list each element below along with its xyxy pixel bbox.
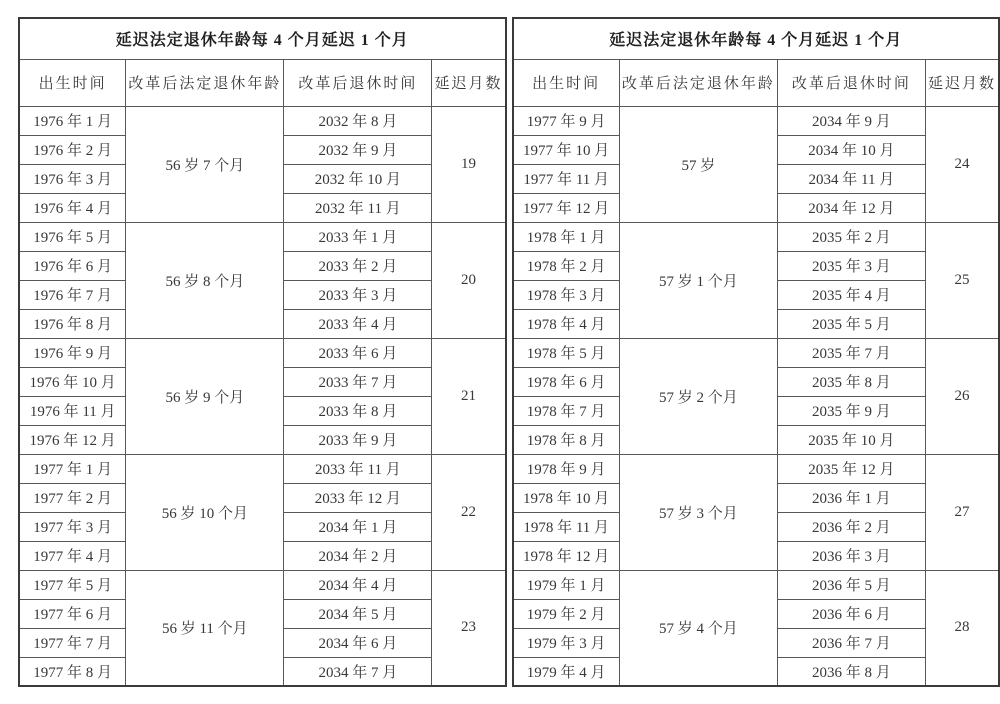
retirement-month-cell: 2033 年 11 月: [284, 454, 432, 483]
birth-month-cell: 1976 年 11 月: [19, 396, 126, 425]
birth-month-cell: 1976 年 8 月: [19, 309, 126, 338]
table-row: [513, 454, 1000, 483]
table-row: [513, 338, 1000, 367]
retirement-month-cell: 2032 年 11 月: [284, 193, 432, 222]
retirement-month-cell: 2034 年 11 月: [777, 164, 925, 193]
retirement-month-cell: 2033 年 1 月: [284, 222, 432, 251]
retirement-month-cell: 2033 年 3 月: [284, 280, 432, 309]
col-header-retirement-age: 改革后法定退休年龄: [619, 59, 777, 106]
col-header-birth-time: 出生时间: [513, 59, 620, 106]
birth-month-cell: 1977 年 3 月: [19, 512, 126, 541]
retirement-age-cell: 56 岁 8 个月: [126, 222, 284, 338]
retirement-month-cell: 2033 年 12 月: [284, 483, 432, 512]
retirement-month-cell: 2034 年 5 月: [284, 599, 432, 628]
retirement-table-left: [18, 17, 507, 687]
birth-month-cell: 1978 年 10 月: [513, 483, 620, 512]
birth-month-cell: 1979 年 3 月: [513, 628, 620, 657]
birth-month-cell: 1978 年 8 月: [513, 425, 620, 454]
retirement-month-cell: 2035 年 2 月: [777, 222, 925, 251]
birth-month-cell: 1978 年 1 月: [513, 222, 620, 251]
birth-month-cell: 1978 年 2 月: [513, 251, 620, 280]
birth-month-cell: 1978 年 3 月: [513, 280, 620, 309]
birth-month-cell: 1977 年 5 月: [19, 570, 126, 599]
retirement-month-cell: 2036 年 5 月: [777, 570, 925, 599]
retirement-month-cell: 2034 年 1 月: [284, 512, 432, 541]
retirement-age-cell: 57 岁 2 个月: [619, 338, 777, 454]
table-row: [513, 59, 1000, 106]
birth-month-cell: 1976 年 10 月: [19, 367, 126, 396]
retirement-month-cell: 2036 年 7 月: [777, 628, 925, 657]
col-header-retirement-time: 改革后退休时间: [777, 59, 925, 106]
table-row: [19, 570, 506, 599]
birth-month-cell: 1978 年 12 月: [513, 541, 620, 570]
retirement-age-cell: 57 岁 3 个月: [619, 454, 777, 570]
birth-month-cell: 1977 年 2 月: [19, 483, 126, 512]
retirement-month-cell: 2035 年 8 月: [777, 367, 925, 396]
birth-month-cell: 1979 年 2 月: [513, 599, 620, 628]
table-row: [19, 222, 506, 251]
delay-months-cell: 23: [432, 570, 506, 686]
retirement-month-cell: 2036 年 6 月: [777, 599, 925, 628]
retirement-month-cell: 2033 年 6 月: [284, 338, 432, 367]
retirement-age-cell: 57 岁 4 个月: [619, 570, 777, 686]
delay-months-cell: 28: [925, 570, 999, 686]
col-header-retirement-age: 改革后法定退休年龄: [126, 59, 284, 106]
retirement-month-cell: 2034 年 12 月: [777, 193, 925, 222]
retirement-month-cell: 2032 年 10 月: [284, 164, 432, 193]
retirement-month-cell: 2036 年 1 月: [777, 483, 925, 512]
retirement-month-cell: 2035 年 12 月: [777, 454, 925, 483]
birth-month-cell: 1978 年 9 月: [513, 454, 620, 483]
retirement-month-cell: 2033 年 4 月: [284, 309, 432, 338]
table-row: [19, 454, 506, 483]
table-row: [513, 570, 1000, 599]
birth-month-cell: 1976 年 3 月: [19, 164, 126, 193]
retirement-month-cell: 2035 年 7 月: [777, 338, 925, 367]
retirement-month-cell: 2035 年 3 月: [777, 251, 925, 280]
birth-month-cell: 1979 年 1 月: [513, 570, 620, 599]
birth-month-cell: 1977 年 1 月: [19, 454, 126, 483]
retirement-month-cell: 2034 年 10 月: [777, 135, 925, 164]
birth-month-cell: 1976 年 1 月: [19, 106, 126, 135]
delay-months-cell: 22: [432, 454, 506, 570]
table-row: [513, 18, 1000, 59]
retirement-month-cell: 2034 年 6 月: [284, 628, 432, 657]
retirement-month-cell: 2033 年 8 月: [284, 396, 432, 425]
retirement-month-cell: 2032 年 8 月: [284, 106, 432, 135]
retirement-month-cell: 2034 年 4 月: [284, 570, 432, 599]
retirement-month-cell: 2034 年 9 月: [777, 106, 925, 135]
table-title: 延迟法定退休年龄每 4 个月延迟 1 个月: [19, 18, 506, 59]
birth-month-cell: 1976 年 9 月: [19, 338, 126, 367]
birth-month-cell: 1977 年 6 月: [19, 599, 126, 628]
retirement-tables: [18, 17, 1000, 687]
delay-months-cell: 24: [925, 106, 999, 222]
delay-months-cell: 19: [432, 106, 506, 222]
birth-month-cell: 1977 年 11 月: [513, 164, 620, 193]
retirement-age-cell: 57 岁 1 个月: [619, 222, 777, 338]
table-row: [19, 338, 506, 367]
table-title: 延迟法定退休年龄每 4 个月延迟 1 个月: [513, 18, 1000, 59]
retirement-month-cell: 2036 年 8 月: [777, 657, 925, 686]
table-row: [19, 59, 506, 106]
birth-month-cell: 1976 年 4 月: [19, 193, 126, 222]
retirement-month-cell: 2034 年 2 月: [284, 541, 432, 570]
delay-months-cell: 26: [925, 338, 999, 454]
birth-month-cell: 1978 年 4 月: [513, 309, 620, 338]
birth-month-cell: 1976 年 7 月: [19, 280, 126, 309]
retirement-age-cell: 56 岁 11 个月: [126, 570, 284, 686]
birth-month-cell: 1978 年 5 月: [513, 338, 620, 367]
retirement-month-cell: 2035 年 9 月: [777, 396, 925, 425]
retirement-month-cell: 2032 年 9 月: [284, 135, 432, 164]
retirement-age-cell: 56 岁 7 个月: [126, 106, 284, 222]
birth-month-cell: 1978 年 11 月: [513, 512, 620, 541]
retirement-age-cell: 57 岁: [619, 106, 777, 222]
birth-month-cell: 1977 年 12 月: [513, 193, 620, 222]
retirement-month-cell: 2035 年 5 月: [777, 309, 925, 338]
retirement-month-cell: 2033 年 9 月: [284, 425, 432, 454]
table-row: [19, 18, 506, 59]
retirement-month-cell: 2034 年 7 月: [284, 657, 432, 686]
retirement-month-cell: 2036 年 2 月: [777, 512, 925, 541]
delay-months-cell: 21: [432, 338, 506, 454]
birth-month-cell: 1976 年 6 月: [19, 251, 126, 280]
birth-month-cell: 1978 年 6 月: [513, 367, 620, 396]
delay-months-cell: 20: [432, 222, 506, 338]
birth-month-cell: 1977 年 9 月: [513, 106, 620, 135]
birth-month-cell: 1977 年 8 月: [19, 657, 126, 686]
retirement-age-cell: 56 岁 9 个月: [126, 338, 284, 454]
col-header-birth-time: 出生时间: [19, 59, 126, 106]
birth-month-cell: 1977 年 7 月: [19, 628, 126, 657]
birth-month-cell: 1976 年 12 月: [19, 425, 126, 454]
retirement-month-cell: 2033 年 2 月: [284, 251, 432, 280]
birth-month-cell: 1976 年 5 月: [19, 222, 126, 251]
birth-month-cell: 1976 年 2 月: [19, 135, 126, 164]
table-row: [513, 106, 1000, 135]
retirement-month-cell: 2033 年 7 月: [284, 367, 432, 396]
birth-month-cell: 1979 年 4 月: [513, 657, 620, 686]
col-header-delay-months: 延迟月数: [432, 59, 506, 106]
birth-month-cell: 1977 年 10 月: [513, 135, 620, 164]
table-row: [19, 106, 506, 135]
retirement-table-right: [512, 17, 1000, 687]
retirement-month-cell: 2036 年 3 月: [777, 541, 925, 570]
retirement-age-cell: 56 岁 10 个月: [126, 454, 284, 570]
col-header-retirement-time: 改革后退休时间: [284, 59, 432, 106]
col-header-delay-months: 延迟月数: [925, 59, 999, 106]
delay-months-cell: 27: [925, 454, 999, 570]
birth-month-cell: 1978 年 7 月: [513, 396, 620, 425]
delay-months-cell: 25: [925, 222, 999, 338]
retirement-month-cell: 2035 年 4 月: [777, 280, 925, 309]
table-row: [513, 222, 1000, 251]
retirement-month-cell: 2035 年 10 月: [777, 425, 925, 454]
birth-month-cell: 1977 年 4 月: [19, 541, 126, 570]
